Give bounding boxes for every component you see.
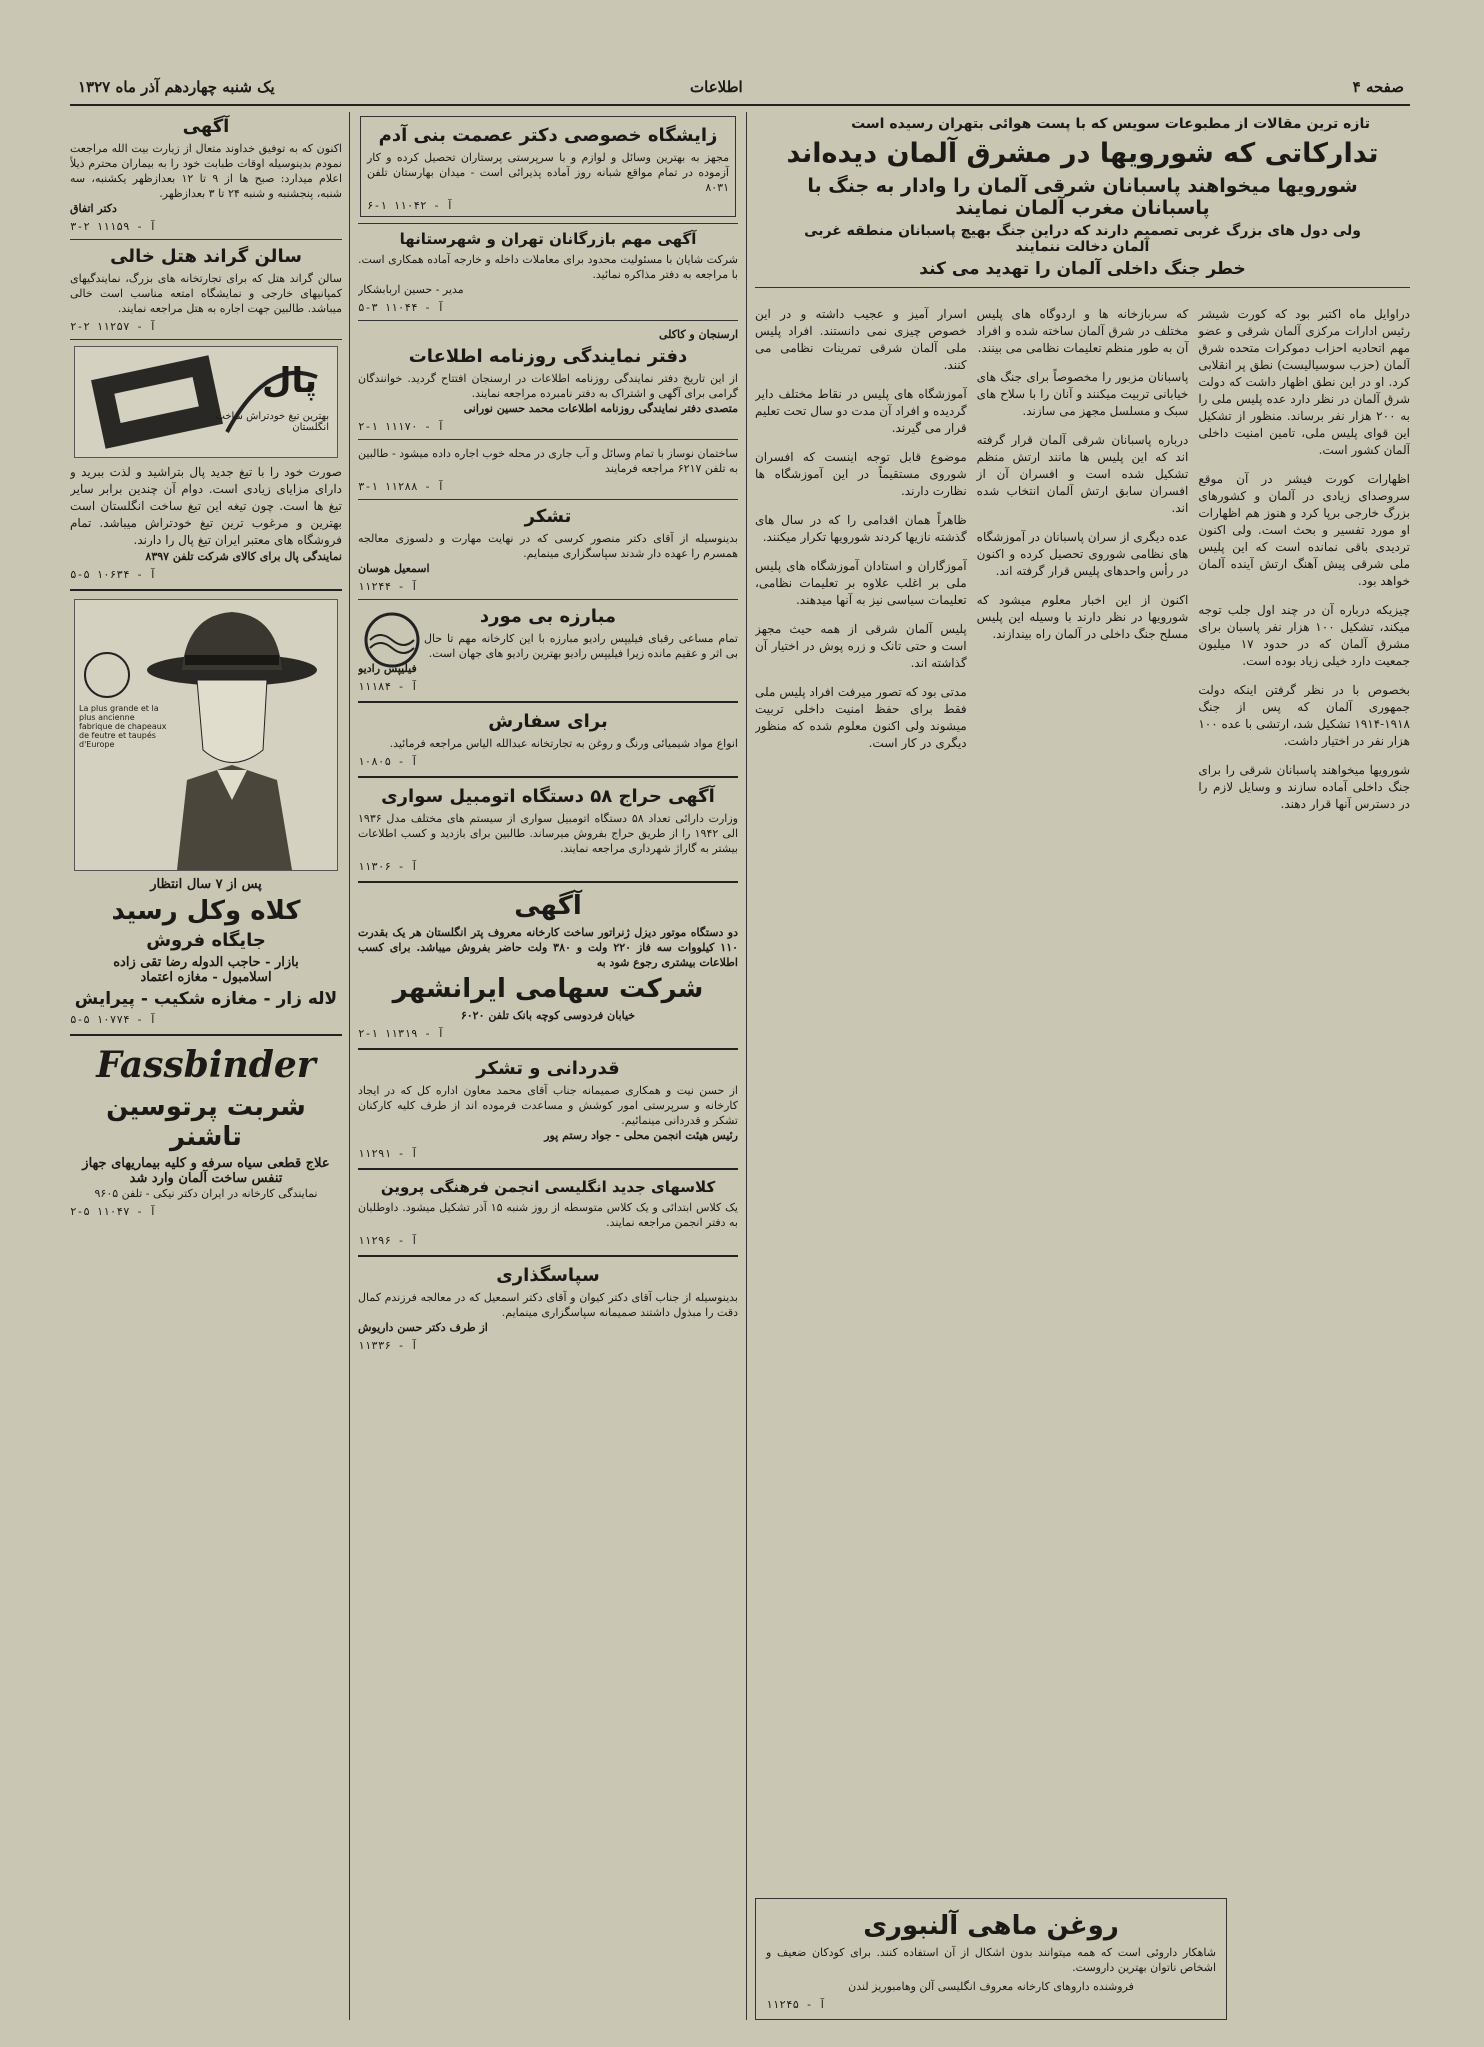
ad-ref: آ - ۱۱۲۴۵ [766,1998,826,2011]
ad-ref: آ - ۱۱۲۹۶ [358,1234,418,1247]
ad-ref: آ - ۱۱۰۴۴ ۳-۵ [358,301,445,314]
article-col-b [977,294,1189,1474]
article-subhead-3: خطر جنگ داخلی آلمان را تهدید می کند [919,259,1246,279]
page-number: صفحه ۴ [1352,78,1404,96]
ad-grand-hotel [70,246,342,333]
ad-text: دو دستگاه موتور دیزل ژنراتور ساخت کارخانه معروف پتر انگلستان هر یک بقدرت ۱۱۰ کیلووات سه فاز ۲۲۰ ولت و ۳۸۰ ولت حاضر بفروش میباشد. برای کسب اطلاعات بیشتری رجوع شود به [358,926,738,969]
ad-agent: نمایندگی پال برای کالای شرکت تلفن ۸۳۹۷ [145,550,342,563]
ad-title: آگهی [182,116,230,137]
ad-ref: آ - ۱۱۲۸۸ ۱-۳ [358,480,445,493]
ad-pal-razor [70,346,342,581]
ad-appreciation [358,1058,738,1160]
article-paragraph: درباره پاسبانان شرقی آلمان قرار گرفته اند که این پلیس ها مانند ارتش منظم تشکیل شده است و افسران آن از افسران سابق ارتش آلمان انتخاب شده اند. [976,433,1189,515]
article-paragraph: آموزشگاه های پلیس در نقاط مختلف دایر گردیده و افراد آن مدت دو سال تحت تعلیم قرار می گیرند. [755,387,967,435]
ad-title: دفتر نمایندگی روزنامه اطلاعات [408,346,688,367]
ad-sign: اسمعیل هوسان [358,562,430,575]
ad-ref: آ - ۱۰۷۷۴ ۵-۵ [70,1013,157,1026]
ad-english-classes [358,1178,738,1247]
ad-wait: پس از ۷ سال انتظار [150,877,262,892]
article-paragraph: پلیس آلمان شرقی از همه حیث مجهز است و حتی تانک و زره پوش در اختیار آن گذاشته اند. [755,622,967,670]
article-body [755,294,1410,1474]
display-ads-column [70,112,342,2020]
ad-title: آگهی مهم بازرگانان تهران و شهرستانها [399,230,697,248]
article-paragraph: موضوع قابل توجه اینست که افسران شوروی مستقیماً در این آموزشگاه ها نظارت دارند. [755,450,967,498]
column-rule [349,112,350,2020]
ad-text: اکنون که به توفیق خداوند متعال از زیارت بیت الله مراجعت نمودم بدینوسیله اوقات طبابت خود را به بیماران محترم ذیلاً اعلام میدارد: صبح ها از ۹ تا ۱۲ بعدازظهر یکشنبه، سه شنبه، پنجشنبه و شنبه ۲۴ تا ۳ بعدازظهر. [70,142,342,200]
ad-text: بدینوسیله از آقای دکتر منصور کرسی که در نهایت مهارت و دلسوزی معالجه همسرم را عهده دار شدند سپاسگزاری مینمایم. [358,532,738,560]
article-paragraph: اسرار آمیز و عجیب داشته و در این خصوص چیزی نمی دانستند. افراد پلیس ملی آلمان شرقی تمرینات نظامی می کنند. [755,307,967,372]
ad-ref: آ - ۱۱۱۵۹ ۲-۳ [70,220,157,233]
newspaper-page [70,70,1410,2020]
ad-title: کلاسهای جدید انگلیسی انجمن فرهنگی پروین [380,1178,716,1196]
ad-syrup [70,1044,342,1218]
ad-order [358,711,738,768]
article-paragraph: که سربازخانه ها و اردوگاه های پلیس مختلف در شرق آلمان ساخته شده و افراد آن به طور منظم تعلیمات نظامی می بینند. [976,307,1189,355]
ad-address: بازار - حاجب الدوله رضا تقی زاده [113,955,299,970]
ad-agency-office [358,327,738,433]
ad-text: تمام مساعی رقبای فیلیپس رادیو مبارزه با این کارخانه مهم تا حال بی اثر و عقیم مانده زیرا فیلیپس رادیو بهترین رادیو های جهان است. [424,632,738,660]
ad-address: لاله زار - مغازه شکیب - پیرایش [74,989,338,1009]
ad-ref: آ - ۱۰۶۳۴ ۵-۵ [70,568,157,581]
ad-ref: آ - ۱۱۲۵۷ ۲-۲ [70,320,157,333]
ad-title: برای سفارش [488,711,608,732]
ad-title: آگهی حراج ۵۸ دستگاه اتومبیل سواری [381,786,715,807]
ad-address: اسلامبول - مغازه اعتماد [140,970,272,985]
ad-subtitle: ارسنجان و کاکلی [658,328,738,341]
paper-name: اطلاعات [690,78,743,96]
article-col-c [755,294,967,1474]
article-paragraph: مدتی بود که تصور میرفت افراد پلیس ملی فقط برای حفظ امنیت داخلی تربیت میشوند ولی اکنون معلوم شده که منظور دیگری در کار است. [755,685,967,750]
ad-doctor [70,116,342,233]
ad-agent: نمایندگی کارخانه در ایران دکتر نیکی - تلفن ۹۶۰۵ [94,1187,318,1200]
ad-ref: آ - ۱۰۸۰۵ [358,755,418,768]
brand-name: پال [261,361,317,401]
hat-illustration [74,599,338,871]
ad-text: یک کلاس ابتدائی و یک کلاس متوسطه از روز شنبه ۱۵ آذر تشکیل میشود. داوطلبان به دفتر انجمن مراجعه نمایند. [358,1201,738,1229]
ad-title: شربت پرتوسین تاشنر [106,1092,306,1152]
ad-maternity [360,116,736,217]
ad-text: شاهکار داروئی است که همه میتوانند بدون اشکال از آن استفاده کنند. برای کودکان ضعیف و اشخاص ناتوان بهترین داروست. [766,1946,1216,1974]
article-paragraph: بخصوص با در نظر گرفتن اینکه دولت جمهوری آلمان که پس از جنگ ۱۹۱۸-۱۹۱۴ تشکیل شد، ارتشی با عده ۱۰۰ هزار نفر در اختیار داشت. [1198,683,1410,748]
ad-text: صورت خود را با تیغ جدید پال بتراشید و لذت ببرید و دارای مزایای زیادی است. دوام آن چندین برابر سایر تیغ ها است. چون تیغه این تیغ ساخت انگلستان است بهترین و مرغوب ترین تیغ خودتراش میباشد. تمام فروشگاه های معتبر ایران تیغ پال را دارند. [70,465,342,547]
ad-title: زایشگاه خصوصی دکتر عصمت بنی آدم [378,125,718,146]
ad-title: آگهی [514,891,582,921]
ad-gratitude [358,1265,738,1352]
article-paragraph: آموزگاران و استادان آموزشگاه های پلیس ملی بر اغلب علاوه بر تعلیمات نظامی، تعلیمات سیاسی نیز به آنها میدهند. [755,559,967,607]
brand-tagline: بهترین تیغ خودتراش ساخت انگلستان [215,411,329,433]
ad-title: روغن ماهی آلنبوری [863,1911,1119,1941]
ad-title: سپاسگذاری [496,1265,600,1286]
article-paragraph: شورویها میخواهند پاسبانان شرقی را برای جنگ داخلی آماده سازند و وسایل لازم را در دسترس آنها قرار دهند. [1198,763,1410,811]
ad-philips [358,606,738,693]
article-paragraph: اظهارات کورت فیشر در آن موقع سروصدای زیادی در آلمان و کشورهای بزرگ خارجی برپا کرد و هنوز هم اظهارات او مورد تفسیر و بحث است. ولی اکنون تردیدی باقی نمانده است که این پلیس ملی شرقی پیش آهنگ ارتش آینده آلمان خواهد بود. [1198,472,1410,588]
ad-title: تشکر [524,506,572,527]
issue-date: یک شنبه چهاردهم آذر ماه ۱۳۲۷ [78,78,275,96]
ad-text: انواع مواد شیمیائی ورنگ و روغن به تجارتخانه عبدالله الیاس مراجعه فرمائید. [389,737,738,750]
ad-thanks [358,506,738,593]
ad-ref: آ - ۱۱۳۳۶ [358,1339,418,1352]
ad-seller: فروشنده داروهای کارخانه معروف انگلیسی آلن وهامبوریز لندن [848,1980,1134,1993]
article-subhead-2: ولی دول های بزرگ غربی تصمیم دارند که دراین جنگ بهیچ پاسبانان منطقه غربی آلمان دخالت ننمایند [804,223,1361,255]
article-paragraph: چیزیکه درباره آن در چند اول جلب توجه میکند، تشکیل ۱۰۰ هزار نفر پاسبان برای مشرق آلمان که در حدود ۱۷ میلیون جمعیت دارد خیلی زیاد بوده است. [1198,603,1410,668]
ad-text: از حسن نیت و همکاری صمیمانه جناب آقای محمد معاون اداره کل که در ایجاد کارخانه و سرپرستی امور کوشش و مساعدت فرموده اند از طرف کلیه کارکنان تشکر و قدردانی مینمائیم. [358,1084,738,1127]
fish-oil-ad [755,1898,1227,2020]
ad-text: علاج قطعی سیاه سرفه و کلیه بیماریهای جهاز تنفس ساخت آلمان وارد شد [82,1156,330,1186]
ad-place: جایگاه فروش [146,930,266,951]
ad-text: وزارت دارائی تعداد ۵۸ دستگاه اتومبیل سواری از سیستم های مختلف مدل ۱۹۳۶ الی ۱۹۴۲ را از طریق حراج بفروش میرساند. طالبین برای بازدید و کسب اطلاعات بیشتر به گاراژ شهرداری مراجعه نمایند. [358,812,738,855]
ad-sign: مدیر - حسین اربابشکار [358,283,464,296]
razor-illustration [74,346,338,458]
main-article-column [755,112,1410,2020]
ad-ref: آ - ۱۱۱۸۴ [358,680,418,693]
ad-ref: آ - ۱۱۲۹۱ [358,1147,418,1160]
ad-sign: دکتر اتفاق [70,202,117,215]
ad-ref: آ - ۱۱۰۴۷ ۵-۲ [70,1205,157,1218]
article-col-a [1198,294,1410,1474]
hat-badge-line2: fabrique de chapeaux de feutre et taupés d'Europe [79,722,167,749]
ad-ref: آ - ۱۱۳۱۹ ۱-۲ [358,1027,445,1040]
ad-company: شرکت سهامی ایرانشهر [392,974,704,1004]
ad-ref: آ - ۱۱۳۰۶ [358,860,418,873]
article-paragraph: دراوایل ماه اکتبر بود که کورت شیشر رئیس ادارات مرکزی آلمان شرقی و عضو مهم اتحادیه احزاب دموکرات متحده شرق آلمان (حزب سوسیالیست) نطق پر انقلابی کرد. او در این نطق اظهار داشت که دولت شرق آلمان در نظر دارد عده پلیس ملی را به ۲۰۰ هزار نفر برساند. منظور از تشکیل این قوای پلیس ملی، تامین امنیت داخلی آلمان کشور است. [1198,307,1410,457]
ad-address: خیابان فردوسی کوچه بانک تلفن ۶۰۲۰ [460,1009,636,1022]
ad-ref: آ - ۱۱۱۷۰ ۱-۲ [358,420,445,433]
hat-badge-line1: La plus grande et la plus ancienne [79,704,159,722]
brand-logo: Fassbinder [96,1044,316,1086]
ad-text: سالن گراند هتل که برای تجارتخانه های بزرگ، نمایندگیهای کمپانیهای خارجی و نمایشگاه امتعه مناسب است خالی میباشد. طالبین جهت اجاره به هتل مراجعه نمایند. [70,272,342,315]
article-intro: تازه ترین مقالات از مطبوعات سویس که با پست هوائی بتهران رسیده است [851,116,1370,132]
ad-headline: کلاه وکل رسید [111,896,301,926]
ad-text: ساختمان نوساز با تمام وسائل و آب جاری در محله خوب اجاره داده میشود - طالبین به تلفن ۶۲۱۷ مراجعه فرمایند [358,447,738,475]
column-rule [746,112,747,2020]
ad-hats [70,599,342,1026]
article-paragraph: عده دیگری از سران پاسبانان در آموزشگاه های نظامی شوروی تحصیل کرده و اکنون در رأس واحدهای پلیس قرار گرفته اند. [976,530,1189,578]
running-header [70,70,1410,106]
article-subhead-1: شورویها میخواهند پاسبانان شرقی آلمان را وادار به جنگ با پاسبانان مغرب آلمان نمایند [807,175,1358,219]
article-paragraph: ظاهراً همان اقدامی را که در سال های گذشته نازیها کردند شورویها تکرار میکنند. [755,513,967,544]
ad-text: بدینوسیله از جناب آقای دکتر کیوان و آقای دکتر اسمعیل که در معالجه فرزندم کمال دقت را مبذول داشتند صمیمانه سپاسگزاری مینمایم. [358,1291,738,1319]
ad-sign: متصدی دفتر نمایندگی روزنامه اطلاعات محمد حسین نورانی [463,402,738,415]
classified-column [358,112,738,2020]
ad-sign: فیلیپس رادیو [358,662,417,675]
ad-title: مبارزه بی مورد [479,606,617,627]
ad-text: شرکت شایان با مسئولیت محدود برای معاملات داخله و خارجه آماده همکاری است. با مراجعه به دفتر مذاکره نمائید. [358,253,738,281]
ad-title: سالن گراند هتل خالی [110,246,302,267]
article-headline: تدارکاتی که شورویها در مشرق آلمان دیده‌اند [786,138,1379,169]
ad-title: قدردانی و تشکر [476,1058,620,1079]
ad-sign: رئیس هیئت انجمن محلی - جواد رستم پور [544,1129,738,1142]
ad-text: مجهز به بهترین وسائل و لوازم و با سرپرستی پرستاران تحصیل کرده و کار آزموده در تمام مواقع شبانه روز آماده پذیرائی است - میدان بهارستان تلفن ۸۰۳۱ [367,151,729,194]
ad-ref: آ - ۱۱۲۴۴ [358,580,418,593]
philips-logo-icon [362,610,422,670]
ad-text: از این تاریخ دفتر نمایندگی روزنامه اطلاعات در ارسنجان افتتاح گردید. خوانندگان گرامی برای آگهی و اشتراک به دفتر نامبرده مراجعه نمایند. [358,372,738,400]
ad-ref: آ - ۱۱۰۴۲ ۱-۶ [367,199,454,212]
ad-merchants [358,230,738,314]
article-paragraph: اکنون از این اخبار معلوم میشود که شورویها در نظر دارند با وسیله این پلیس مسلح جنگ داخلی در آلمان راه بیندازند. [976,593,1189,641]
ad-sign: از طرف دکتر حسن داریوش [358,1321,488,1334]
ad-car-auction [358,786,738,873]
article-paragraph: پاسبانان مزبور را مخصوصاً برای جنگ های خیابانی تربیت میکنند و آنان را با سلاح های سبک و مسلسل مجهز می سازند. [976,370,1189,418]
ad-generators [358,891,738,1040]
ad-building-rent [358,446,738,493]
